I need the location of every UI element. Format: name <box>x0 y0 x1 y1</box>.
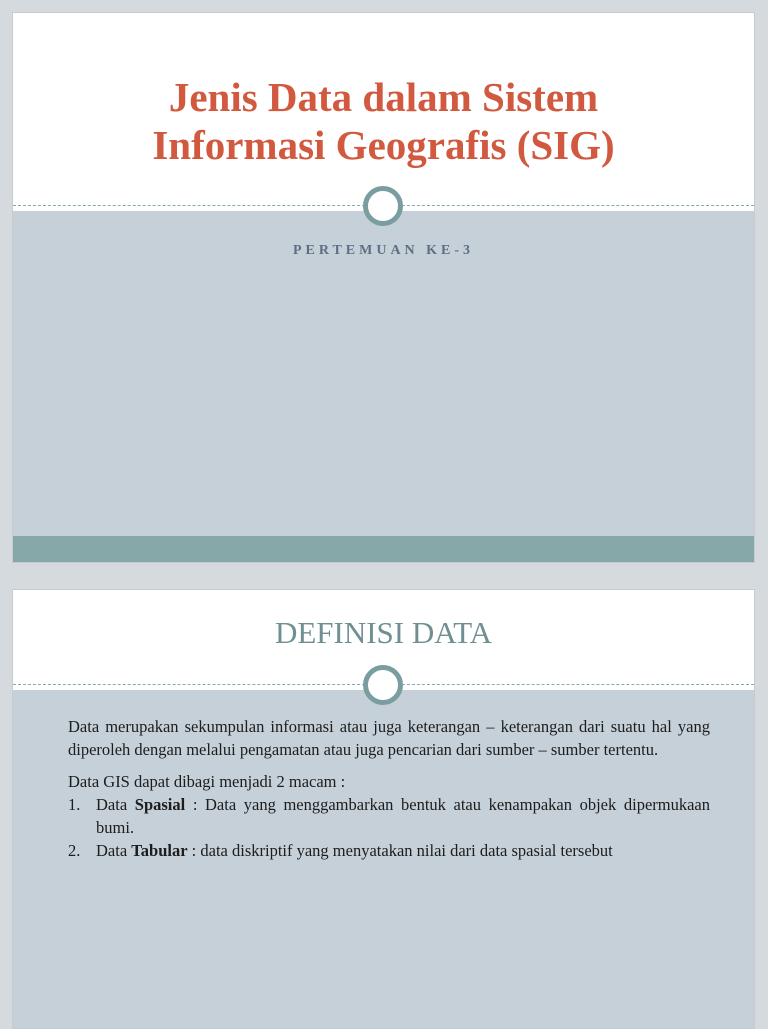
list-term: Spasial <box>134 795 186 814</box>
list-item <box>68 793 710 839</box>
data-types-list <box>68 793 710 862</box>
definition-paragraph: Data merupakan sekumpulan informasi atau juga keterangan – keterangan dari suatu hal yang diperoleh dengan melalui pengamatan atau juga pencarian dari sumber – sumber tertentu. <box>68 717 710 759</box>
slide-1-subtitle: PERTEMUAN KE-3 <box>292 243 475 258</box>
circle-ornament-icon <box>363 186 403 226</box>
list-prefix: Data <box>96 795 135 814</box>
slide-2-body <box>68 715 710 862</box>
list-number: 2. <box>68 841 81 860</box>
title-line-2: Informasi Geografis (SIG) <box>152 122 615 168</box>
types-intro: Data GIS dapat dibagi menjadi 2 macam : <box>68 772 346 791</box>
slide-2 <box>12 589 755 1029</box>
list-item <box>68 839 710 862</box>
list-number: 1. <box>68 795 81 814</box>
slide-1-title <box>13 73 754 169</box>
list-term: Tabular <box>131 841 188 860</box>
list-description: : Data yang menggambarkan bentuk atau kenampakan objek dipermukaan bumi. <box>96 795 710 837</box>
list-prefix: Data <box>96 841 132 860</box>
slide-2-title: DEFINISI DATA <box>274 615 493 650</box>
circle-ornament-icon <box>363 665 403 705</box>
list-description: : data diskriptif yang menyatakan nilai dari data spasial tersebut <box>187 841 613 860</box>
slide-1 <box>12 12 755 563</box>
title-line-1: Jenis Data dalam Sistem <box>168 74 599 120</box>
content-band <box>13 211 754 536</box>
footer-bar <box>13 536 754 563</box>
